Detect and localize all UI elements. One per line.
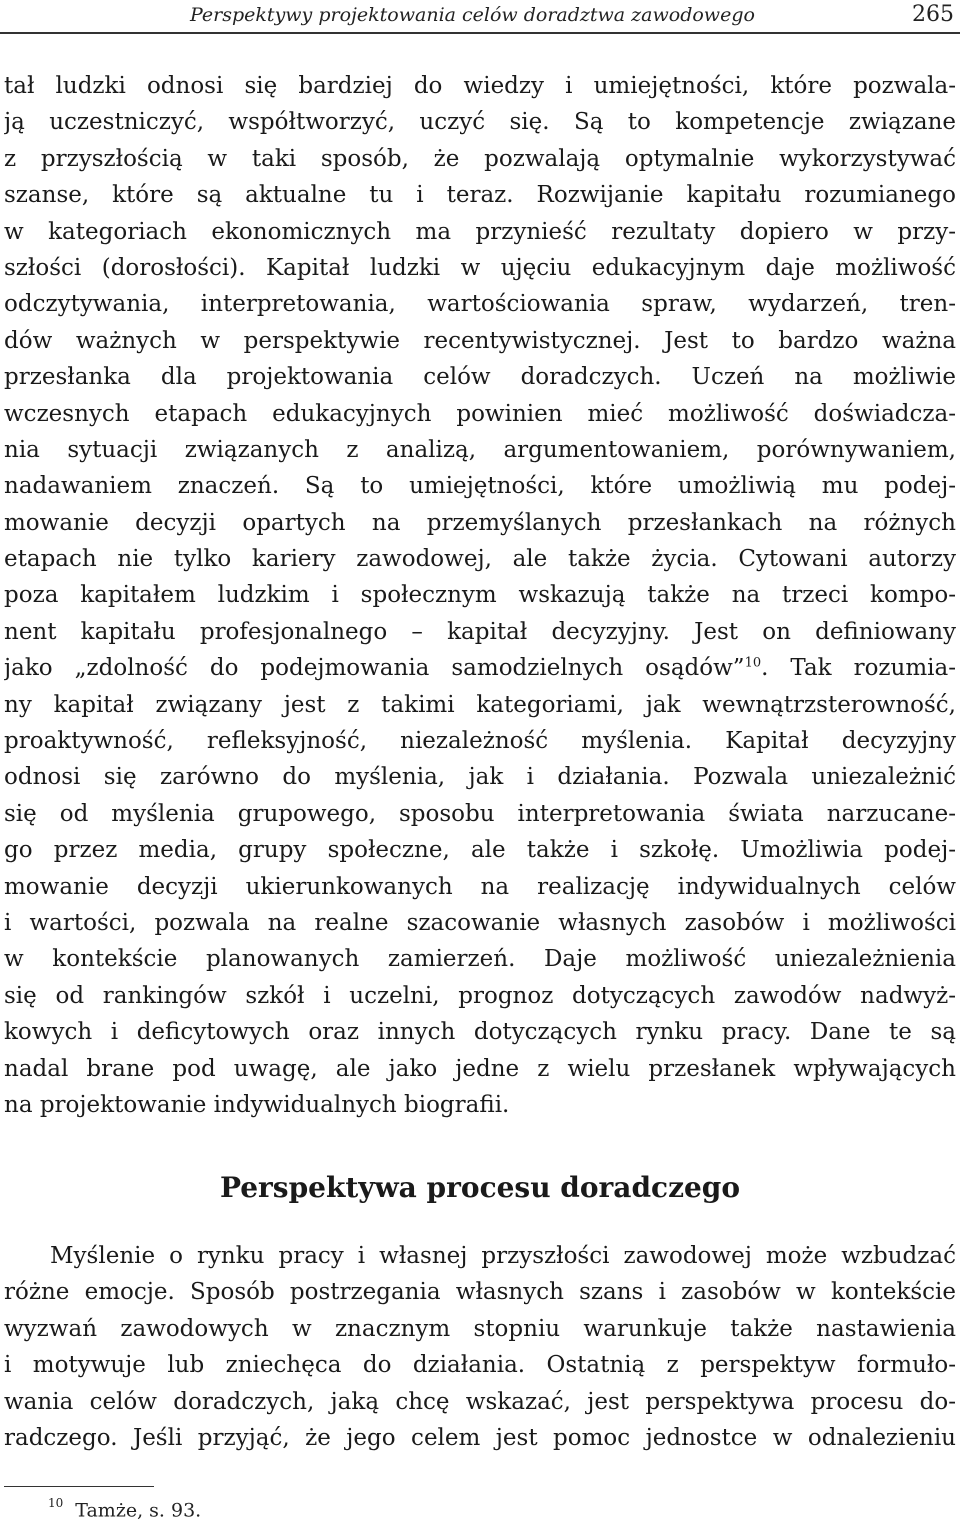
body-paragraph-main	[4, 68, 956, 1123]
footnote	[48, 1492, 201, 1523]
text-line: szanse, które są aktualne tu i teraz. Rozwijanie kapitału rozumianego	[4, 182, 956, 209]
text-line: wczesnych etapach edukacyjnych powinien mieć możliwość doświadcza-	[4, 400, 956, 427]
text-line: nent kapitału profesjonalnego – kapitał decyzyjny. Jest on definiowany	[4, 618, 956, 645]
body-paragraph-second	[4, 1238, 956, 1456]
text-line: mowanie decyzji opartych na przemyślanych przesłankach na różnych	[4, 509, 956, 536]
page-number: 265	[912, 2, 954, 27]
text-line: z przyszłością w taki sposób, że pozwalają optymalnie wykorzystywać	[4, 145, 956, 172]
text-line: nadawaniem znaczeń. Są to umiejętności, które umożliwią mu podej-	[4, 473, 956, 500]
running-title: Perspektywy projektowania celów doradztwa zawodowego	[190, 4, 755, 26]
text-line: przesłanka dla projektowania celów doradczych. Uczeń na możliwie	[4, 364, 956, 391]
footnote-rule	[4, 1486, 154, 1487]
section-heading: Perspektywa procesu doradczego	[219, 1171, 741, 1204]
text-line: na projektowanie indywidualnych biografii.	[4, 1091, 510, 1118]
text-line: wyzwań zawodowych w znacznym stopniu warunkuje także nastawienia	[4, 1315, 956, 1342]
text-line: tał ludzki odnosi się bardziej do wiedzy i umiejętności, które pozwala-	[4, 73, 956, 99]
text-line: i wartości, pozwala na realne szacowanie własnych zasobów i możliwości	[4, 909, 956, 936]
text-line-segment: . Tak rozumia-	[761, 655, 956, 682]
text-line: ją uczestniczyć, współtworzyć, uczyć się. Są to kompetencje związane	[4, 109, 956, 136]
text-line: w kategoriach ekonomicznych ma przynieść rezultaty dopiero w przy-	[4, 218, 956, 245]
text-line: radczego. Jeśli przyjąć, że jego celem jest pomoc jednostce w odnalezieniu	[4, 1424, 956, 1451]
text-line: etapach nie tylko kariery zawodowej, ale także życia. Cytowani autorzy	[4, 546, 956, 573]
text-line: odnosi się zarówno do myślenia, jak i działania. Pozwala uniezależnić	[4, 764, 956, 791]
text-line: szłości (dorosłości). Kapitał ludzki w ujęciu edukacyjnym daje możliwość	[4, 254, 956, 281]
text-line: nadal brane pod uwagę, ale jako jedne z wielu przesłanek wpływających	[4, 1055, 956, 1082]
footnote-number: 10	[48, 1496, 64, 1510]
text-line-segment: jako „zdolność do podejmowania samodzielnych osądów”	[4, 655, 745, 682]
header-rule	[0, 32, 960, 34]
text-line: się od rankingów szkół i uczelni, prognoz dotyczących zawodów nadwyż-	[4, 982, 956, 1009]
text-line-with-footnote-ref	[4, 650, 956, 686]
text-line: ny kapitał związany jest z takimi kategoriami, jak wewnątrzsterowność,	[4, 691, 956, 718]
text-line: dów ważnych w perspektywie recentywistycznej. Jest to bardzo ważna	[4, 327, 956, 354]
text-line: różne emocje. Sposób postrzegania własnych szans i zasobów w kontekście	[4, 1279, 956, 1306]
text-line: poza kapitałem ludzkim i społecznym wskazują także na trzeci kompo-	[4, 582, 956, 609]
text-line: w kontekście planowanych zamierzeń. Daje możliwość uniezależnienia	[4, 946, 956, 973]
text-line: się od myślenia grupowego, sposobu interpretowania świata narzucane-	[4, 800, 956, 827]
footnote-text: Tamże, s. 93.	[75, 1499, 202, 1522]
text-line: i motywuje lub zniechęca do działania. Ostatnią z perspektyw formuło-	[4, 1352, 956, 1379]
text-line: Myślenie o rynku pracy i własnej przyszłości zawodowej może wzbudzać	[50, 1243, 956, 1269]
text-line: go przez media, grupy społeczne, ale także i szkołę. Umożliwia podej-	[4, 837, 956, 864]
text-line: proaktywność, refleksyjność, niezależność myślenia. Kapitał decyzyjny	[4, 728, 956, 755]
text-line: mowanie decyzji ukierunkowanych na realizację indywidualnych celów	[4, 873, 956, 900]
running-head	[0, 0, 960, 34]
text-line: wania celów doradczych, jaką chcę wskazać, jest perspektywa procesu do-	[4, 1388, 956, 1415]
text-line: nia sytuacji związanych z analizą, argumentowaniem, porównywaniem,	[4, 436, 956, 463]
footnote-reference[interactable]: 10	[744, 655, 762, 671]
text-line: odczytywania, interpretowania, wartościowania spraw, wydarzeń, tren-	[4, 291, 956, 318]
text-line: kowych i deficytowych oraz innych dotyczących rynku pracy. Dane te są	[4, 1019, 956, 1046]
